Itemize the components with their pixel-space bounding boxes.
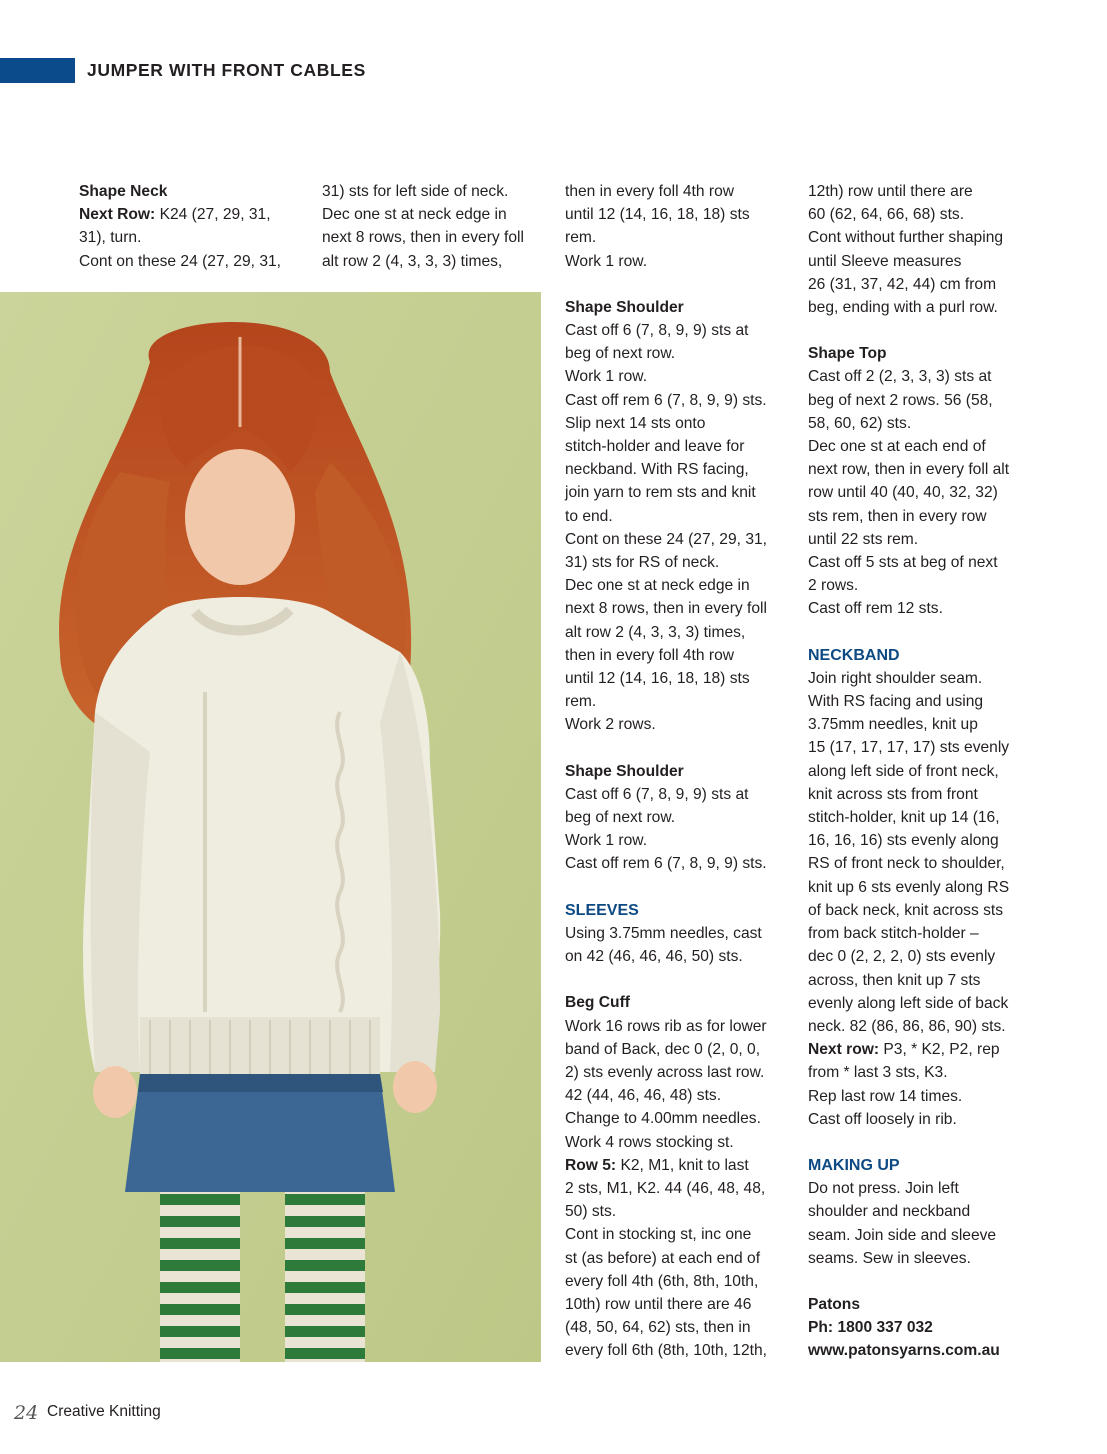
text-line: Cast off 6 (7, 8, 9, 9) sts at — [565, 322, 749, 340]
header-accent-bar — [0, 58, 75, 83]
text-line: beg of next row. — [565, 809, 676, 827]
text-line: Cast off rem 12 sts. — [808, 600, 943, 618]
instruction-block — [565, 319, 797, 737]
text-line: (48, 50, 64, 62) sts, then in — [565, 1319, 751, 1337]
text-line: join yarn to rem sts and knit — [565, 484, 756, 502]
text-line: shoulder and neckband — [808, 1203, 971, 1221]
text-line: alt row 2 (4, 3, 3, 3) times, — [565, 623, 746, 641]
text-line: Do not press. Join left — [808, 1180, 959, 1198]
text-line: 31), turn. — [79, 229, 142, 247]
column-2 — [322, 180, 554, 273]
text-line: 60 (62, 64, 66, 68) sts. — [808, 206, 965, 224]
column-1 — [79, 180, 311, 273]
text-line: 2 rows. — [808, 577, 859, 595]
subheading-shape-neck: Shape Neck — [79, 183, 168, 200]
instruction-block — [565, 1177, 797, 1363]
text-line: until 12 (14, 16, 18, 18) sts — [565, 670, 750, 688]
phone-number[interactable]: Ph: 1800 337 032 — [808, 1319, 933, 1337]
spacer — [565, 876, 797, 899]
text-line: Work 2 rows. — [565, 716, 656, 734]
instruction-block — [565, 783, 797, 876]
text-line: 58, 60, 62) sts. — [808, 414, 912, 432]
product-photo — [0, 292, 541, 1362]
text-line: beg of next row. — [565, 345, 676, 363]
text-line: beg of next 2 rows. 56 (58, — [808, 391, 993, 409]
text-line: until 22 sts rem. — [808, 530, 919, 548]
text-line: Cont on these 24 (27, 29, 31, — [565, 530, 767, 548]
text-line: across, then knit up 7 sts — [808, 971, 981, 989]
text-line: then in every foll 4th row — [565, 183, 735, 200]
text-line: alt row 2 (4, 3, 3, 3) times, — [322, 252, 503, 270]
text-line: next row, then in every foll alt — [808, 461, 1010, 479]
text-line: Cast off loosely in rib. — [808, 1110, 957, 1128]
instruction-block — [808, 1061, 1048, 1131]
website-link[interactable]: www.patonsyarns.com.au — [808, 1342, 1000, 1360]
text-line: evenly along left side of back — [808, 994, 1009, 1012]
text-line: seam. Join side and sleeve — [808, 1226, 997, 1244]
text-line: band of Back, dec 0 (2, 0, 0, — [565, 1040, 761, 1058]
page-title: JUMPER WITH FRONT CABLES — [87, 60, 366, 80]
text-line: dec 0 (2, 2, 2, 0) sts evenly — [808, 948, 996, 966]
text-line: to end. — [565, 507, 613, 525]
text-line: until 12 (14, 16, 18, 18) sts — [565, 206, 750, 224]
text-line: every foll 6th (8th, 10th, 12th, — [565, 1342, 767, 1360]
magazine-name: Creative Knitting — [47, 1403, 161, 1420]
text-line: Cont in stocking st, inc one — [565, 1226, 752, 1244]
text-line: Work 4 rows stocking st. — [565, 1133, 734, 1151]
text-line: With RS facing and using — [808, 693, 984, 711]
spacer — [808, 621, 1048, 644]
text-line: Change to 4.00mm needles. — [565, 1110, 761, 1128]
text-line: Work 16 rows rib as for lower — [565, 1017, 767, 1035]
text-line: knit up 6 sts evenly along RS — [808, 878, 1010, 896]
section-heading-neckband: NECKBAND — [808, 646, 900, 664]
text-line: 31) sts for RS of neck. — [565, 554, 720, 572]
spacer — [808, 1270, 1048, 1293]
page-number: 24 — [14, 1402, 39, 1424]
text-line: Work 1 row. — [565, 832, 648, 850]
text-line: beg, ending with a purl row. — [808, 299, 998, 317]
text-line: Cast off rem 6 (7, 8, 9, 9) sts. — [565, 391, 767, 409]
text-line: stitch-holder, knit up 14 (16, — [808, 809, 1000, 827]
instruction-block — [565, 922, 797, 968]
text-line: Cast off 6 (7, 8, 9, 9) sts at — [565, 785, 749, 803]
text-line: on 42 (46, 46, 46, 50) sts. — [565, 948, 743, 966]
brand-name: Patons — [808, 1295, 860, 1313]
text-run: P3, * K2, P2, rep — [879, 1041, 1000, 1059]
text-line: of back neck, knit across sts — [808, 901, 1003, 919]
text-line: along left side of front neck, — [808, 762, 999, 780]
text-line: Using 3.75mm needles, cast — [565, 924, 762, 942]
text-line: sts rem, then in every row — [808, 507, 987, 525]
text-line: 16, 16, 16) sts evenly along — [808, 832, 999, 850]
text-line: Dec one st at each end of — [808, 438, 986, 456]
text-line: st (as before) at each end of — [565, 1249, 761, 1267]
subheading-beg-cuff: Beg Cuff — [565, 994, 630, 1012]
column-3 — [565, 180, 797, 1363]
text-line: 10th) row until there are 46 — [565, 1295, 752, 1313]
text-line: RS of front neck to shoulder, — [808, 855, 1005, 873]
text-line: Cast off 5 sts at beg of next — [808, 554, 998, 572]
text-line: Dec one st at neck edge in — [322, 206, 507, 224]
text-line: from * last 3 sts, K3. — [808, 1064, 948, 1082]
text-line: stitch-holder and leave for — [565, 438, 745, 456]
label-next-row: Next row: — [808, 1041, 880, 1059]
instruction-block — [808, 1177, 1048, 1270]
subheading-shape-top: Shape Top — [808, 345, 887, 363]
text-line: from back stitch-holder – — [808, 925, 979, 943]
text-line: until Sleeve measures — [808, 252, 962, 270]
text-line: then in every foll 4th row — [565, 646, 735, 664]
text-line: every foll 4th (6th, 8th, 10th, — [565, 1272, 759, 1290]
spacer — [565, 273, 797, 296]
text-run: K2, M1, knit to last — [616, 1156, 749, 1174]
text-line — [565, 1154, 797, 1177]
text-line: neckband. With RS facing, — [565, 461, 749, 479]
label-next-row: Next Row: — [79, 206, 156, 224]
column-4 — [808, 180, 1048, 1363]
text-run: K24 (27, 29, 31, — [155, 206, 271, 224]
text-line: Cont on these 24 (27, 29, 31, — [79, 252, 281, 270]
text-line: rem. — [565, 693, 597, 711]
spacer — [808, 319, 1048, 342]
text-line: 2 sts, M1, K2. 44 (46, 48, 48, — [565, 1179, 766, 1197]
text-line: 15 (17, 17, 17, 17) sts evenly — [808, 739, 1010, 757]
text-line: Work 1 row. — [565, 368, 648, 386]
girl-in-jumper-illustration — [0, 292, 541, 1362]
section-heading-making-up: MAKING UP — [808, 1156, 900, 1174]
instruction-block — [808, 667, 1048, 1038]
text-line: Cont without further shaping — [808, 229, 1004, 247]
instruction-block — [565, 1015, 797, 1154]
section-heading-sleeves: SLEEVES — [565, 901, 639, 919]
spacer — [565, 968, 797, 991]
text-line: 50) sts. — [565, 1203, 617, 1221]
text-line: Cast off 2 (2, 3, 3, 3) sts at — [808, 368, 992, 386]
text-line: neck. 82 (86, 86, 86, 90) sts. — [808, 1017, 1006, 1035]
instruction-block — [808, 365, 1048, 620]
text-line: 3.75mm needles, knit up — [808, 716, 978, 734]
instruction-block — [808, 180, 1048, 319]
spacer — [565, 737, 797, 760]
text-line: knit across sts from front — [808, 785, 978, 803]
text-line: 31) sts for left side of neck. — [322, 183, 509, 200]
text-line: next 8 rows, then in every foll — [322, 229, 524, 247]
text-line: row until 40 (40, 40, 32, 32) — [808, 484, 998, 502]
text-line: 2) sts evenly across last row. — [565, 1063, 765, 1081]
text-line: Rep last row 14 times. — [808, 1087, 963, 1105]
label-row-5: Row 5: — [565, 1156, 617, 1174]
text-line — [808, 1038, 1048, 1061]
subheading-shape-shoulder: Shape Shoulder — [565, 762, 684, 780]
subheading-shape-shoulder: Shape Shoulder — [565, 298, 684, 316]
text-line: Dec one st at neck edge in — [565, 577, 750, 595]
text-line: Join right shoulder seam. — [808, 669, 983, 687]
text-line: Slip next 14 sts onto — [565, 414, 706, 432]
spacer — [808, 1131, 1048, 1154]
text-line: seams. Sew in sleeves. — [808, 1249, 971, 1267]
text-line — [79, 203, 311, 226]
text-line: 42 (44, 46, 46, 48) sts. — [565, 1087, 722, 1105]
text-line: 12th) row until there are — [808, 183, 973, 200]
text-line: Work 1 row. — [565, 252, 648, 270]
text-line: rem. — [565, 229, 597, 247]
text-line: 26 (31, 37, 42, 44) cm from — [808, 275, 997, 293]
text-line: Cast off rem 6 (7, 8, 9, 9) sts. — [565, 855, 767, 873]
text-line: next 8 rows, then in every foll — [565, 600, 767, 618]
